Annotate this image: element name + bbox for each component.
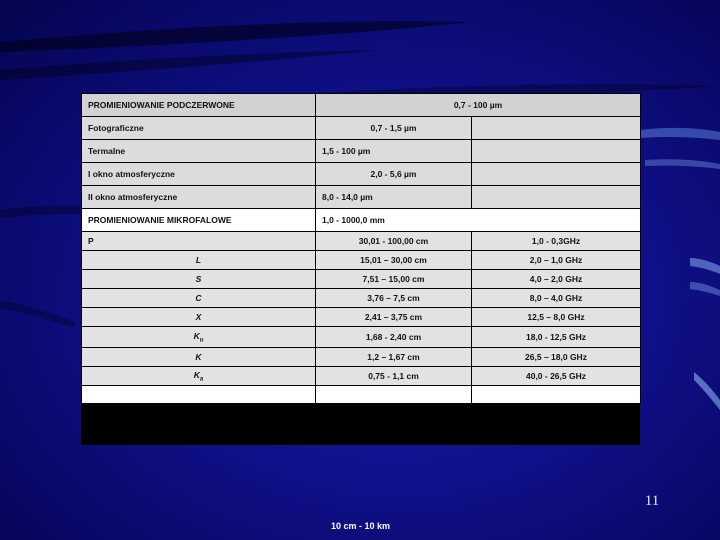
infrared-row-range: 0,7 - 1,5 µm bbox=[316, 117, 472, 140]
band-name: X bbox=[82, 308, 316, 327]
band-frequency: 2,0 – 1,0 GHz bbox=[472, 251, 641, 270]
band-name: P bbox=[82, 232, 316, 251]
microwave-header-label: PROMIENIOWANIE MIKROFALOWE bbox=[82, 209, 316, 232]
band-frequency: 4,0 – 2,0 GHz bbox=[472, 270, 641, 289]
infrared-row-label: Termalne bbox=[82, 140, 316, 163]
band-row bbox=[82, 270, 641, 289]
empty-cell bbox=[472, 186, 641, 209]
band-frequency: 8,0 – 4,0 GHz bbox=[472, 289, 641, 308]
empty-cell bbox=[472, 140, 641, 163]
page-number: 11 bbox=[644, 493, 660, 509]
band-name: L bbox=[82, 251, 316, 270]
band-name: K bbox=[82, 348, 316, 367]
band-wavelength: 15,01 – 30,00 cm bbox=[316, 251, 472, 270]
band-wavelength: 1,2 – 1,67 cm bbox=[316, 348, 472, 367]
band-frequency: 1,0 - 0,3GHz bbox=[472, 232, 641, 251]
microwave-header-range: 1,0 - 1000,0 mm bbox=[316, 209, 641, 232]
band-name: C bbox=[82, 289, 316, 308]
band-row bbox=[82, 289, 641, 308]
microwave-header-row bbox=[82, 209, 641, 232]
band-row bbox=[82, 348, 641, 367]
band-row bbox=[82, 232, 641, 251]
band-letter: K bbox=[193, 369, 200, 380]
infrared-header-range: 0,7 - 100 µm bbox=[316, 94, 641, 117]
band-frequency: 12,5 – 8,0 GHz bbox=[472, 308, 641, 327]
band-name: S bbox=[82, 270, 316, 289]
band-wavelength: 3,76 – 7,5 cm bbox=[316, 289, 472, 308]
band-frequency: 40,0 - 26,5 GHz bbox=[472, 367, 641, 386]
band-subscript: a bbox=[199, 376, 204, 383]
band-wavelength: 1,68 - 2,40 cm bbox=[316, 327, 472, 348]
band-wavelength: 0,75 - 1,1 cm bbox=[316, 367, 472, 386]
spectrum-table bbox=[81, 93, 640, 531]
infrared-row bbox=[82, 140, 641, 163]
infrared-row bbox=[82, 163, 641, 186]
band-frequency: 18,0 - 12,5 GHz bbox=[472, 327, 641, 348]
band-wavelength: 2,41 – 3,75 cm bbox=[316, 308, 472, 327]
band-row bbox=[82, 251, 641, 270]
infrared-row-range: 8,0 - 14,0 µm bbox=[316, 186, 472, 209]
band-row bbox=[82, 367, 641, 386]
empty-cell bbox=[472, 117, 641, 140]
band-name bbox=[82, 367, 316, 386]
band-subscript: u bbox=[199, 337, 204, 344]
infrared-header-label: PROMIENIOWANIE PODCZERWONE bbox=[82, 94, 316, 117]
band-name bbox=[82, 327, 316, 348]
infrared-row-label: Fotograficzne bbox=[82, 117, 316, 140]
empty-cell bbox=[472, 163, 641, 186]
infrared-header-row bbox=[82, 94, 641, 117]
band-row bbox=[82, 327, 641, 348]
infrared-row-label: I okno atmosferyczne bbox=[82, 163, 316, 186]
infrared-row-range: 2,0 - 5,6 µm bbox=[316, 163, 472, 186]
band-frequency: 26,5 – 18,0 GHz bbox=[472, 348, 641, 367]
infrared-row bbox=[82, 117, 641, 140]
band-letter: K bbox=[193, 330, 200, 341]
infrared-row-label: II okno atmosferyczne bbox=[82, 186, 316, 209]
band-row bbox=[82, 308, 641, 327]
radio-waves-footer: 10 cm - 10 km bbox=[330, 521, 391, 531]
infrared-row-range: 1,5 - 100 µm bbox=[316, 140, 472, 163]
band-wavelength: 7,51 – 15,00 cm bbox=[316, 270, 472, 289]
band-wavelength: 30,01 - 100,00 cm bbox=[316, 232, 472, 251]
empty-row bbox=[82, 386, 641, 404]
infrared-row bbox=[82, 186, 641, 209]
